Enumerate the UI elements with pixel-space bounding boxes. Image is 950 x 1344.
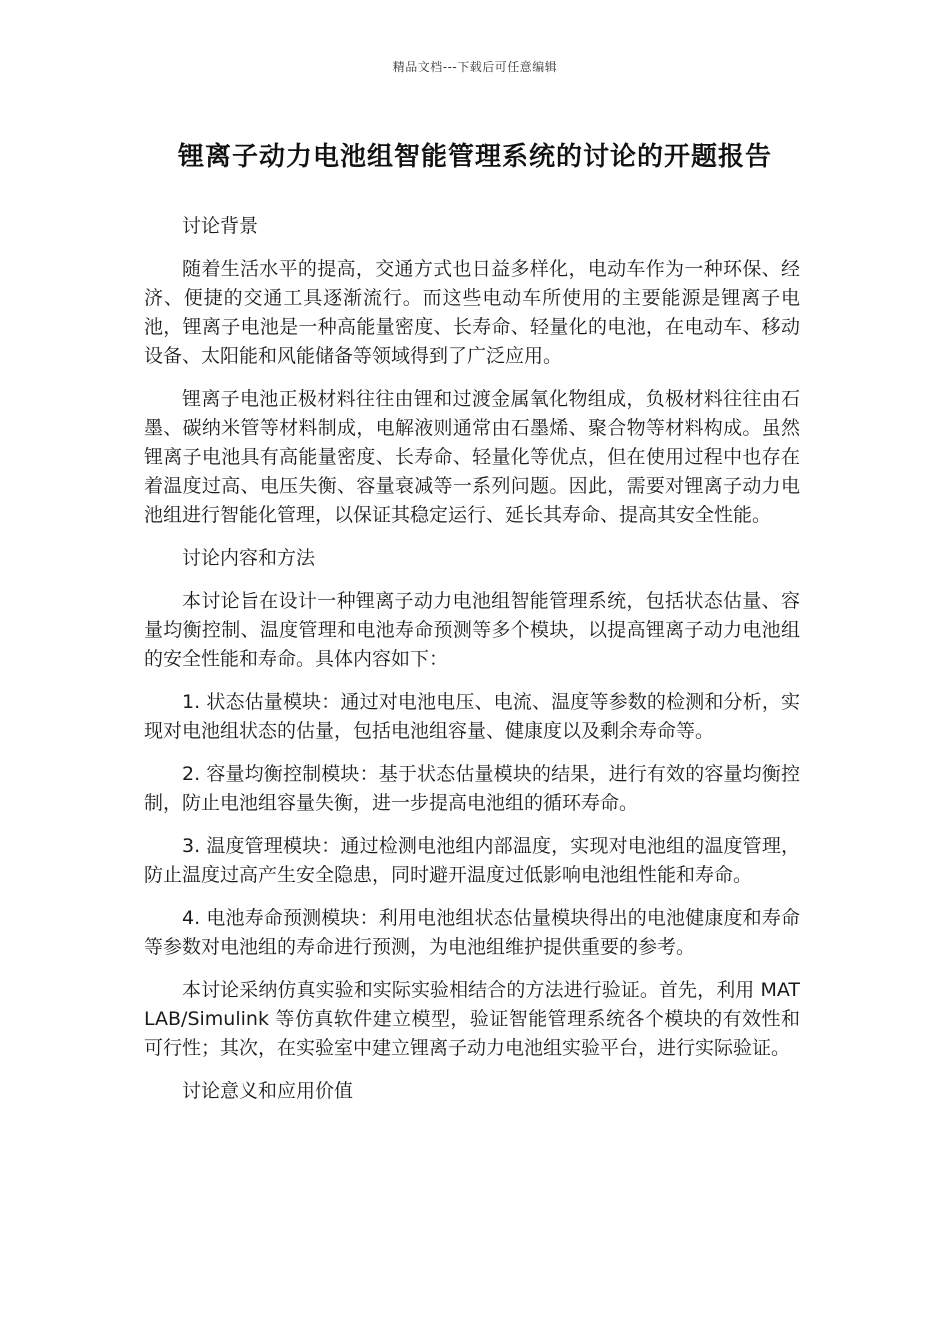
section-heading-content: 讨论内容和方法 (182, 547, 316, 569)
document-body (144, 212, 800, 1120)
list-item-capacity-balancing: 2. 容量均衡控制模块：基于状态估量模块的结果，进行有效的容量均衡控制，防止电池组容量失衡，进一步提高电池组的循环寿命。 (144, 763, 800, 814)
paragraph-content-intro: 本讨论旨在设计一种锂离子动力电池组智能管理系统，包括状态估量、容量均衡控制、温度管理和电池寿命预测等多个模块，以提高锂离子动力电池组的安全性能和寿命。具体内容如下： (144, 590, 800, 670)
paragraph-background-2: 锂离子电池正极材料往往由锂和过渡金属氧化物组成，负极材料往往由石墨、碳纳米管等材料制成，电解液则通常由石墨烯、聚合物等材料构成。虽然锂离子电池具有高能量密度、长寿命、轻量化等优点，但在使用过程中也存在着温度过高、电压失衡、容量衰减等一系列问题。因此，需要对锂离子动力电池组进行智能化管理，以保证其稳定运行、延长其寿命、提高其安全性能。 (144, 388, 800, 526)
document-title: 锂离子动力电池组智能管理系统的讨论的开题报告 (177, 142, 772, 172)
header-note: 精品文档---下载后可任意编辑 (392, 60, 558, 74)
list-item-life-prediction: 4. 电池寿命预测模块：利用电池组状态估量模块得出的电池健康度和寿命等参数对电池组的寿命进行预测，为电池组维护提供重要的参考。 (144, 907, 800, 958)
paragraph-method: 本讨论采纳仿真实验和实际实验相结合的方法进行验证。首先，利用 MATLAB/Simulink 等仿真软件建立模型，验证智能管理系统各个模块的有效性和可行性；其次，在实验室中建立锂离子动力电池组实验平台，进行实际验证。 (144, 979, 800, 1059)
paragraph-background-1: 随着生活水平的提高，交通方式也日益多样化，电动车作为一种环保、经济、便捷的交通工具逐渐流行。而这些电动车所使用的主要能源是锂离子电池，锂离子电池是一种高能量密度、长寿命、轻量化的电池，在电动车、移动设备、太阳能和风能储备等领域得到了广泛应用。 (144, 258, 800, 367)
section-heading-significance: 讨论意义和应用价值 (182, 1080, 354, 1102)
section-heading-background: 讨论背景 (182, 215, 259, 237)
list-item-thermal-management: 3. 温度管理模块：通过检测电池组内部温度，实现对电池组的温度管理，防止温度过高产生安全隐患，同时避开温度过低影响电池组性能和寿命。 (144, 835, 800, 886)
list-item-state-estimation: 1. 状态估量模块：通过对电池电压、电流、温度等参数的检测和分析，实现对电池组状态的估量，包括电池组容量、健康度以及剩余寿命等。 (144, 691, 800, 742)
